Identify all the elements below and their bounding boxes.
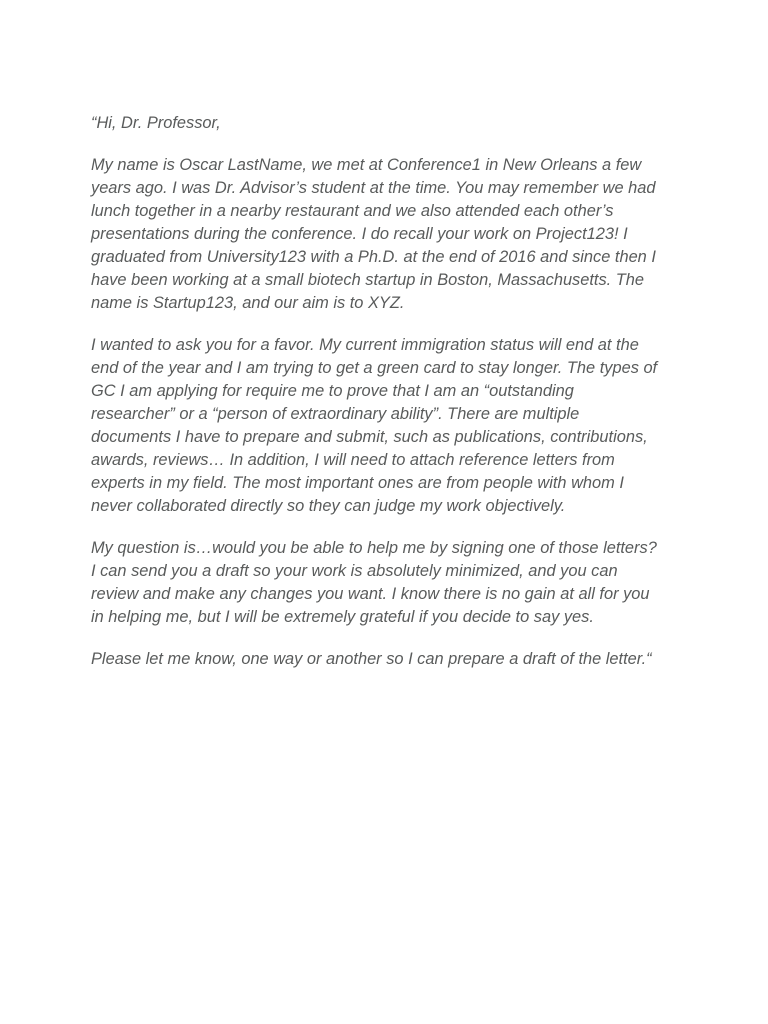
letter-body [91,112,683,689]
letter-paragraph-favor-request: I wanted to ask you for a favor. My current immigration status will end at the end of the year and I am trying to get a green card to stay longer. The types of GC I am applying for require me to prove that I am an “outstanding researcher” or a “person of extraordinary ability”. There are multiple documents I have to prepare and submit, such as publications, contributions, awards, reviews… In addition, I will need to attach reference letters from experts in my field. The most important ones are from people with whom I never collaborated directly so they can judge my work objectively. [91,335,658,516]
letter-closing: Please let me know, one way or another so I can prepare a draft of the letter.“ [91,649,652,668]
letter-paragraph-introduction: My name is Oscar LastName, we met at Conference1 in New Orleans a few years ago. I was Dr. Advisor’s student at the time. You may remember we had lunch together in a nearby restaurant and we also attended each other’s presentations during the conference. I do recall your work on Project123! I graduated from University123 with a Ph.D. at the end of 2016 and since then I have been working at a small biotech startup in Boston, Massachusetts. The name is Startup123, and our aim is to XYZ. [91,155,656,313]
letter-paragraph-question: My question is…would you be able to help me by signing one of those letters? I can send you a draft so your work is absolutely minimized, and you can review and make any changes you want. I know there is no gain at all for you in helping me, but I will be extremely grateful if you decide to say yes. [91,539,657,627]
letter-greeting: “Hi, Dr. Professor, [91,114,221,132]
